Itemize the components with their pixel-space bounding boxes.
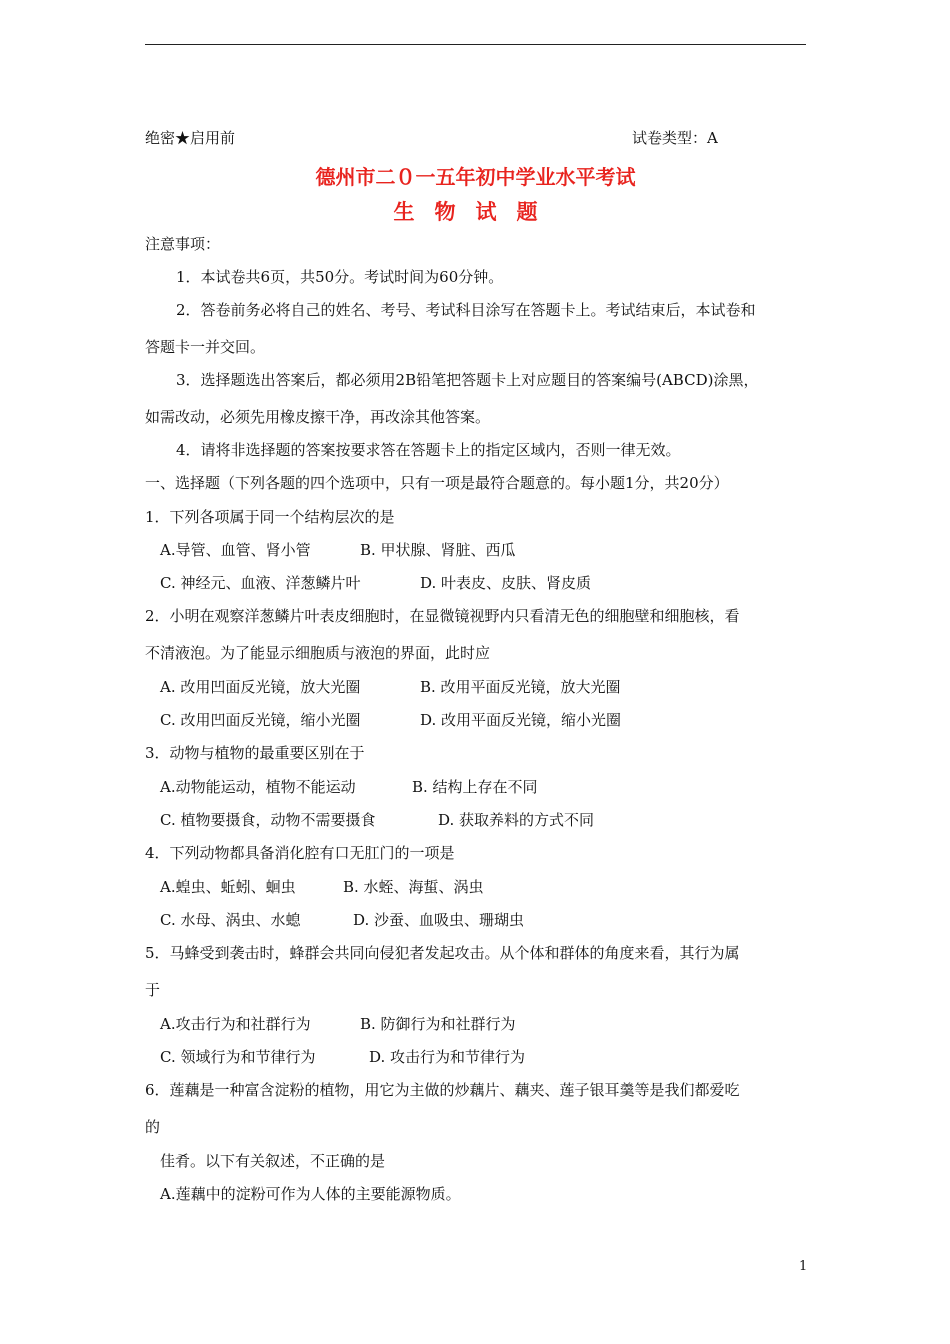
question-3-option-a: A.动物能运动，植物不能运动 (160, 778, 356, 796)
question-3-stem: 3．动物与植物的最重要区别在于 (145, 744, 365, 762)
notice-item-2-cont: 答题卡一并交回。 (145, 338, 266, 356)
question-2-option-b: B. 改用平面反光镜，放大光圈 (420, 678, 621, 696)
question-1-option-c: C. 神经元、血液、洋葱鳞片叶 (160, 574, 361, 592)
question-1-option-d: D. 叶表皮、皮肤、肾皮质 (420, 574, 592, 592)
header-rule (145, 44, 806, 45)
page-number: 1 (799, 1259, 808, 1274)
question-5-option-d: D. 攻击行为和节律行为 (369, 1048, 526, 1066)
exam-title: 德州市二０一五年初中学业水平考试 (315, 165, 636, 189)
question-3-option-d: D. 获取养料的方式不同 (438, 811, 595, 829)
question-4-stem: 4．下列动物都具备消化腔有口无肛门的一项是 (145, 844, 455, 862)
notice-item-3-cont: 如需改动，必须先用橡皮擦干净，再改涂其他答案。 (145, 408, 491, 426)
notice-item-4: 4．请将非选择题的答案按要求答在答题卡上的指定区域内，否则一律无效。 (176, 441, 681, 459)
subject-title: 生物试题 (393, 200, 558, 224)
question-6-stem: 6．莲藕是一种富含淀粉的植物，用它为主做的炒藕片、藕夹、莲子银耳羹等是我们都爱吃 (145, 1081, 740, 1099)
question-6-stem-cont-2: 佳肴。以下有关叙述，不正确的是 (160, 1152, 386, 1170)
notice-item-1: 1．本试卷共6页，共50分。考试时间为60分钟。 (176, 268, 504, 286)
question-6-stem-cont: 的 (145, 1118, 161, 1136)
question-4-option-b: B. 水蛭、海蜇、涡虫 (343, 878, 484, 896)
notice-heading: 注意事项： (145, 235, 221, 253)
question-5-stem: 5．马蜂受到袭击时，蜂群会共同向侵犯者发起攻击。从个体和群体的角度来看，其行为属 (145, 944, 740, 962)
question-1-option-b: B. 甲状腺、肾脏、西瓜 (360, 541, 516, 559)
question-5-option-a: A.攻击行为和社群行为 (160, 1015, 311, 1033)
paper-type-label: 试卷类型：A (632, 129, 718, 147)
question-3-option-b: B. 结构上存在不同 (412, 778, 538, 796)
question-5-option-c: C. 领域行为和节律行为 (160, 1048, 316, 1066)
question-2-option-c: C. 改用凹面反光镜，缩小光圈 (160, 711, 361, 729)
question-2-option-d: D. 改用平面反光镜，缩小光圈 (420, 711, 622, 729)
question-3-option-c: C. 植物要摄食，动物不需要摄食 (160, 811, 376, 829)
question-4-option-d: D. 沙蚕、血吸虫、珊瑚虫 (353, 911, 525, 929)
section-heading: 一、选择题（下列各题的四个选项中，只有一项是最符合题意的。每小题1分，共20分） (145, 474, 729, 492)
question-2-option-a: A. 改用凹面反光镜，放大光圈 (160, 678, 361, 696)
question-1-stem: 1．下列各项属于同一个结构层次的是 (145, 508, 395, 526)
notice-item-3: 3．选择题选出答案后，都必须用2B铅笔把答题卡上对应题目的答案编号(ABCD)涂黑， (176, 371, 759, 389)
question-5-stem-cont: 于 (145, 981, 161, 999)
question-4-option-c: C. 水母、涡虫、水螅 (160, 911, 301, 929)
question-6-option-a: A.莲藕中的淀粉可作为人体的主要能源物质。 (160, 1185, 461, 1203)
question-4-option-a: A.蝗虫、蚯蚓、蛔虫 (160, 878, 296, 896)
question-2-stem: 2．小明在观察洋葱鳞片叶表皮细胞时，在显微镜视野内只看清无色的细胞壁和细胞核，看 (145, 607, 740, 625)
question-2-stem-cont: 不清液泡。为了能显示细胞质与液泡的界面，此时应 (145, 644, 491, 662)
question-5-option-b: B. 防御行为和社群行为 (360, 1015, 516, 1033)
confidential-label: 绝密★启用前 (145, 129, 236, 147)
notice-item-2: 2．答卷前务必将自己的姓名、考号、考试科目涂写在答题卡上。考试结束后，本试卷和 (176, 301, 756, 319)
question-1-option-a: A.导管、血管、肾小管 (160, 541, 311, 559)
